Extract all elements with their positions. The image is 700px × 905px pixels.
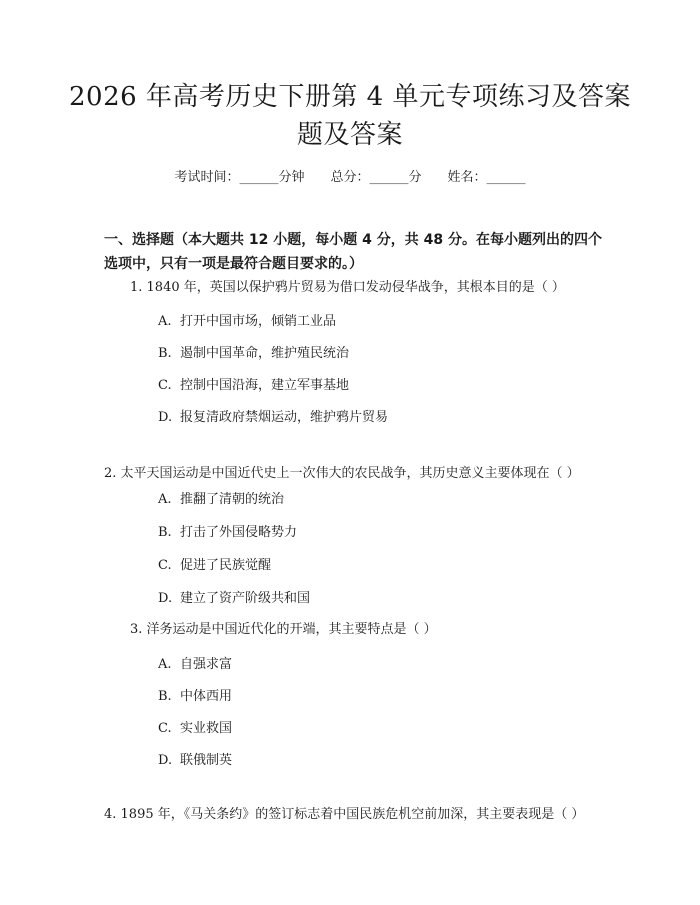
- answer-option: [158, 376, 349, 396]
- option-text: 促进了民族觉醒: [180, 558, 272, 573]
- option-label: B.: [158, 525, 172, 540]
- option-label: D.: [158, 410, 173, 425]
- answer-option: [158, 344, 349, 364]
- student-name-field: 姓名：______: [447, 170, 526, 185]
- section-heading: 一、选择题（本大题共 12 小题，每小题 4 分，共 48 分。在每小题列出的四个选项中，只有一项是最符合题目要求的。）: [104, 232, 602, 272]
- option-label: D.: [158, 591, 173, 606]
- answer-option: [158, 556, 271, 576]
- document-title: 2026 年高考历史下册第 4 单元专项练习及答案题及答案: [68, 82, 631, 150]
- question-stem: [104, 276, 604, 300]
- option-label: B.: [158, 689, 172, 704]
- option-text: 自强求富: [180, 657, 233, 672]
- option-label: B.: [158, 346, 172, 361]
- option-label: A.: [158, 314, 172, 329]
- option-text: 遏制中国革命，维护殖民统治: [180, 346, 350, 361]
- question-stem: [104, 438, 604, 486]
- option-label: C.: [158, 721, 172, 736]
- answer-option: [158, 490, 284, 510]
- question-text: 3. 洋务运动是中国近代化的开端，其主要特点是（ ）: [130, 622, 437, 637]
- question-text: 2. 太平天国运动是中国近代史上一次伟大的农民战争，其历史意义主要体现在（ ）: [104, 466, 580, 481]
- option-text: 联俄制英: [180, 753, 233, 768]
- answer-option: [158, 312, 336, 332]
- answer-option: [158, 687, 232, 707]
- option-label: C.: [158, 558, 172, 573]
- exam-time-field: 考试时间：______分钟: [174, 170, 305, 185]
- option-text: 控制中国沿海，建立军事基地: [180, 378, 350, 393]
- answer-option: [158, 719, 232, 739]
- exam-info-line: [0, 168, 700, 188]
- option-text: 打开中国市场，倾销工业品: [180, 314, 337, 329]
- option-label: A.: [158, 657, 172, 672]
- option-label: D.: [158, 753, 173, 768]
- answer-option: [158, 523, 297, 543]
- question-text: 4. 1895 年，《马关条约》的签订标志着中国民族危机空前加深，其主要表现是（ ）: [104, 807, 585, 822]
- question-stem: [104, 779, 604, 827]
- answer-option: [158, 655, 232, 675]
- question-stem: [104, 618, 604, 642]
- option-text: 打击了外国侵略势力: [180, 525, 298, 540]
- option-label: C.: [158, 378, 172, 393]
- option-text: 中体西用: [180, 689, 233, 704]
- option-text: 推翻了清朝的统治: [180, 492, 285, 507]
- answer-option: [158, 589, 310, 609]
- option-text: 报复清政府禁烟运动，维护鸦片贸易: [180, 410, 389, 425]
- answer-option: [158, 751, 232, 771]
- answer-option: [158, 408, 388, 428]
- question-text: 1. 1840 年，英国以保护鸦片贸易为借口发动侵华战争，其根本目的是（ ）: [130, 280, 565, 295]
- option-text: 实业救国: [180, 721, 233, 736]
- total-score-field: 总分：______分: [330, 170, 422, 185]
- option-label: A.: [158, 492, 172, 507]
- option-text: 建立了资产阶级共和国: [180, 591, 311, 606]
